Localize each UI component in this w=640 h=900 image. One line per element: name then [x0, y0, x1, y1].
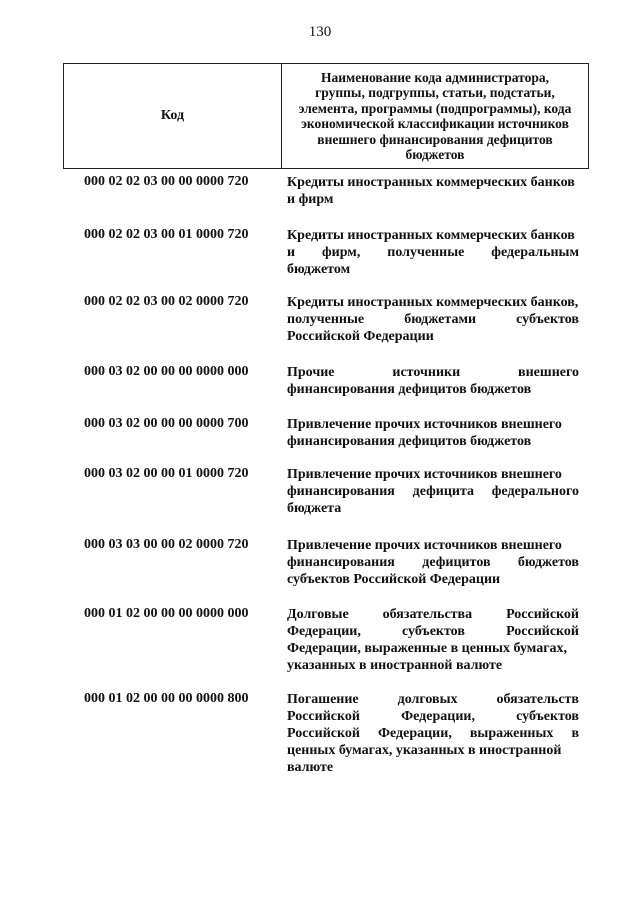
- row-name-line: субъектов Российской Федерации: [287, 572, 501, 587]
- row-name: [287, 227, 579, 278]
- row-name-line: Российской Федерации: [287, 329, 434, 344]
- row-name-line: финансирования дефицитов бюджетов: [287, 434, 532, 449]
- header-name-line: элемента, программы (подпрограммы), кода: [298, 100, 572, 116]
- header-code-label: Код: [64, 64, 282, 168]
- row-name-line: и фирм: [287, 192, 334, 207]
- row-name-line: финансирования дефицитов бюджетов: [287, 555, 579, 570]
- row-name-line: ценных бумагах, указанных в иностранной: [287, 743, 562, 758]
- row-code: 000 03 02 00 00 01 0000 720: [84, 466, 249, 481]
- row-name-line: Прочие источники внешнего: [287, 365, 579, 380]
- row-name-line: Федерации, субъектов Российской: [287, 624, 579, 639]
- row-name-line: Привлечение прочих источников внешнего: [287, 538, 562, 553]
- row-name-line: финансирования дефицитов бюджетов: [287, 382, 532, 397]
- row-name-line: бюджетом: [287, 262, 351, 277]
- table-header: [63, 63, 589, 169]
- row-name: [287, 537, 579, 588]
- header-name-line: группы, подгруппы, статьи, подстатьи,: [315, 85, 555, 100]
- row-name: [287, 174, 579, 208]
- row-name: [287, 416, 579, 450]
- header-name-label: [282, 64, 588, 168]
- row-name-line: Кредиты иностранных коммерческих банков: [287, 175, 575, 190]
- row-name-line: Привлечение прочих источников внешнего: [287, 417, 562, 432]
- row-code: 000 01 02 00 00 00 0000 000: [84, 606, 249, 621]
- row-name-line: финансирования дефицита федерального: [287, 484, 579, 499]
- row-code: 000 01 02 00 00 00 0000 800: [84, 691, 249, 706]
- row-name-line: Кредиты иностранных коммерческих банков: [287, 228, 575, 243]
- row-name-line: Привлечение прочих источников внешнего: [287, 467, 562, 482]
- header-name-line: Наименование кода администратора,: [321, 69, 549, 85]
- row-name: [287, 364, 579, 398]
- header-name-line: внешнего финансирования дефицитов: [317, 131, 553, 147]
- row-name-line: Федерации, выраженные в ценных бумагах,: [287, 641, 568, 656]
- row-name: [287, 294, 579, 345]
- row-name-line: Погашение долговых обязательств: [287, 692, 579, 707]
- row-name: [287, 606, 579, 674]
- row-name-line: валюте: [287, 760, 334, 775]
- row-name-line: Кредиты иностранных коммерческих банков,: [287, 295, 579, 310]
- row-code: 000 02 02 03 00 00 0000 720: [84, 174, 249, 189]
- row-code: 000 02 02 03 00 01 0000 720: [84, 227, 249, 242]
- row-name-line: Долговые обязательства Российской: [287, 607, 579, 622]
- row-code: 000 03 02 00 00 00 0000 000: [84, 364, 249, 379]
- row-code: 000 02 02 03 00 02 0000 720: [84, 294, 249, 309]
- row-name: [287, 466, 579, 517]
- row-name-line: указанных в иностранной валюте: [287, 658, 503, 673]
- row-name-line: Российской Федерации, выраженных в: [287, 726, 579, 741]
- header-name-line: бюджетов: [405, 147, 465, 162]
- row-code: 000 03 03 00 00 02 0000 720: [84, 537, 249, 552]
- row-code: 000 03 02 00 00 00 0000 700: [84, 416, 249, 431]
- page-number: 130: [308, 24, 332, 40]
- row-name-line: и фирм, полученные федеральным: [287, 245, 579, 260]
- row-name-line: полученные бюджетами субъектов: [287, 312, 579, 327]
- row-name: [287, 691, 579, 776]
- row-name-line: бюджета: [287, 501, 342, 516]
- header-name-line: экономической классификации источников: [301, 116, 569, 131]
- row-name-line: Российской Федерации, субъектов: [287, 709, 579, 724]
